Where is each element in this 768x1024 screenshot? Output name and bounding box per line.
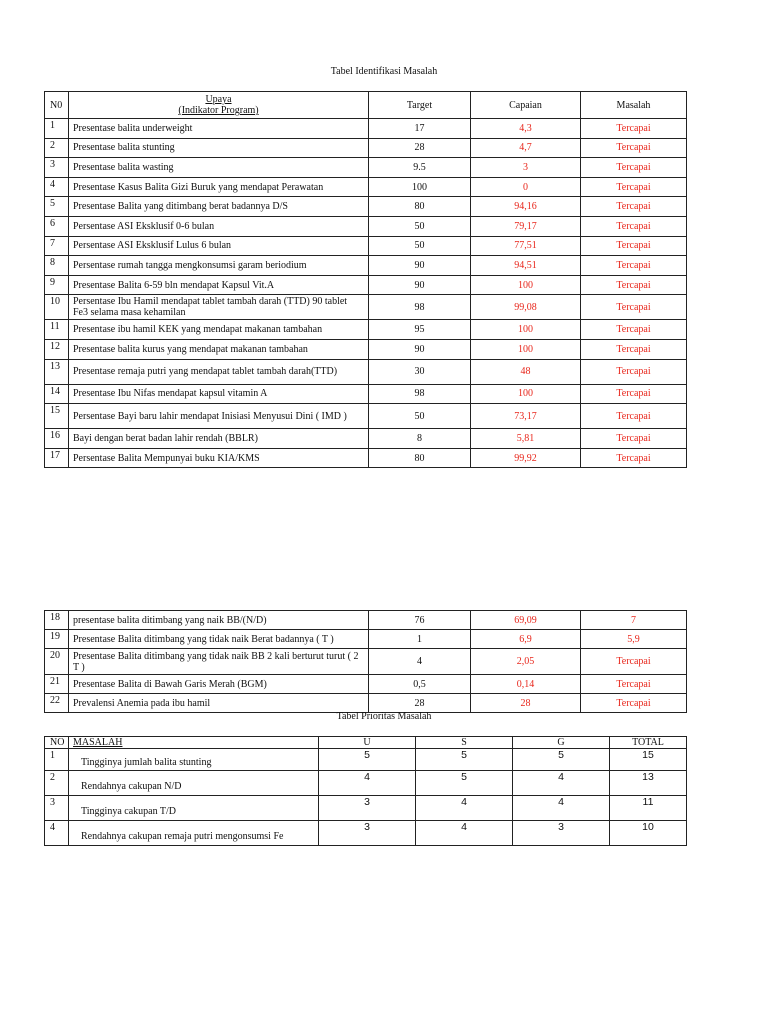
header-upaya	[69, 92, 369, 119]
row-capaian: 99,08	[471, 295, 581, 320]
table-row	[45, 821, 687, 846]
row-capaian: 73,17	[471, 404, 581, 429]
table-row	[45, 138, 687, 158]
table-row	[45, 630, 687, 649]
row-number: 2	[45, 138, 69, 158]
header-g: G	[513, 737, 610, 749]
row-description: presentase balita ditimbang yang naik BB/(N/D)	[69, 611, 369, 630]
row-description: Persentase Bayi baru lahir mendapat Inisiasi Menyusui Dini ( IMD )	[69, 404, 369, 429]
row-target: 50	[369, 216, 471, 236]
row-number: 1	[45, 119, 69, 139]
row-target: 1	[369, 630, 471, 649]
row-capaian: 4,7	[471, 138, 581, 158]
table-row	[45, 694, 687, 713]
row-description: Presentase remaja putri yang mendapat tablet tambah darah(TTD)	[69, 359, 369, 384]
row-target: 95	[369, 320, 471, 340]
row-target: 80	[369, 448, 471, 468]
table-row	[45, 320, 687, 340]
table-row	[45, 429, 687, 449]
table-row	[45, 448, 687, 468]
row-u-score: 5	[319, 749, 416, 771]
row-g-score: 4	[513, 796, 610, 821]
row-target: 28	[369, 694, 471, 713]
row-capaian: 3	[471, 158, 581, 178]
row-capaian: 0,14	[471, 675, 581, 694]
row-capaian: 79,17	[471, 216, 581, 236]
row-description: Presentase Ibu Nifas mendapat kapsul vitamin A	[69, 384, 369, 404]
row-number: 22	[45, 694, 69, 713]
header-no: NO	[45, 737, 69, 749]
table-row	[45, 384, 687, 404]
row-target: 50	[369, 236, 471, 256]
header-no: N0	[45, 92, 69, 119]
row-capaian: 2,05	[471, 649, 581, 675]
row-description: Presentase Balita di Bawah Garis Merah (BGM)	[69, 675, 369, 694]
row-masalah: Tingginya cakupan T/D	[69, 796, 319, 821]
row-masalah: Tercapai	[581, 448, 687, 468]
table-row	[45, 611, 687, 630]
row-g-score: 5	[513, 749, 610, 771]
row-description: Persentase Balita Mempunyai buku KIA/KMS	[69, 448, 369, 468]
table-row	[45, 339, 687, 359]
row-capaian: 6,9	[471, 630, 581, 649]
row-description: Bayi dengan berat badan lahir rendah (BBLR)	[69, 429, 369, 449]
row-capaian: 100	[471, 339, 581, 359]
table-row	[45, 749, 687, 771]
row-target: 90	[369, 275, 471, 295]
row-masalah: 5,9	[581, 630, 687, 649]
row-masalah: Tercapai	[581, 649, 687, 675]
row-masalah: Tercapai	[581, 119, 687, 139]
table-row	[45, 771, 687, 796]
header-s: S	[416, 737, 513, 749]
row-capaian: 0	[471, 177, 581, 197]
row-u-score: 4	[319, 771, 416, 796]
row-capaian: 69,09	[471, 611, 581, 630]
row-total-score: 10	[610, 821, 687, 846]
row-masalah: 7	[581, 611, 687, 630]
row-target: 80	[369, 197, 471, 217]
row-number: 5	[45, 197, 69, 217]
row-description: Presentase balita underweight	[69, 119, 369, 139]
table-row	[45, 158, 687, 178]
row-s-score: 5	[416, 771, 513, 796]
row-number: 8	[45, 256, 69, 276]
row-number: 21	[45, 675, 69, 694]
row-masalah: Tercapai	[581, 320, 687, 340]
header-indikator-label: (Indikator Program)	[178, 105, 259, 116]
row-capaian: 48	[471, 359, 581, 384]
identifikasi-masalah-table	[44, 91, 687, 468]
row-masalah: Tercapai	[581, 694, 687, 713]
table-row	[45, 275, 687, 295]
row-capaian: 100	[471, 320, 581, 340]
row-number: 13	[45, 359, 69, 384]
row-number: 12	[45, 339, 69, 359]
row-target: 0,5	[369, 675, 471, 694]
row-number: 3	[45, 796, 69, 821]
table-row	[45, 236, 687, 256]
row-s-score: 4	[416, 796, 513, 821]
row-masalah: Tercapai	[581, 216, 687, 236]
header-target: Target	[369, 92, 471, 119]
table-row	[45, 796, 687, 821]
row-target: 50	[369, 404, 471, 429]
table-row	[45, 675, 687, 694]
row-target: 98	[369, 295, 471, 320]
row-target: 9.5	[369, 158, 471, 178]
row-masalah: Rendahnya cakupan N/D	[69, 771, 319, 796]
row-target: 98	[369, 384, 471, 404]
row-number: 4	[45, 177, 69, 197]
row-masalah: Tercapai	[581, 384, 687, 404]
identifikasi-masalah-table-continued	[44, 610, 687, 713]
table3-title: Tabel Prioritas Masalah	[336, 711, 432, 722]
row-s-score: 5	[416, 749, 513, 771]
row-masalah: Tercapai	[581, 429, 687, 449]
row-masalah: Tercapai	[581, 275, 687, 295]
row-description: Presentase balita stunting	[69, 138, 369, 158]
table3-header-row	[45, 737, 687, 749]
row-capaian: 28	[471, 694, 581, 713]
table-row	[45, 649, 687, 675]
row-capaian: 99,92	[471, 448, 581, 468]
row-number: 4	[45, 821, 69, 846]
row-masalah: Tercapai	[581, 404, 687, 429]
row-target: 8	[369, 429, 471, 449]
row-u-score: 3	[319, 821, 416, 846]
row-u-score: 3	[319, 796, 416, 821]
row-target: 100	[369, 177, 471, 197]
row-total-score: 15	[610, 749, 687, 771]
row-target: 90	[369, 256, 471, 276]
row-target: 90	[369, 339, 471, 359]
row-capaian: 100	[471, 384, 581, 404]
row-number: 11	[45, 320, 69, 340]
row-number: 18	[45, 611, 69, 630]
row-description: Presentase balita wasting	[69, 158, 369, 178]
table1-header-row	[45, 92, 687, 119]
row-description: Persentase ASI Eksklusif 0-6 bulan	[69, 216, 369, 236]
header-u: U	[319, 737, 416, 749]
row-target: 4	[369, 649, 471, 675]
row-target: 76	[369, 611, 471, 630]
row-total-score: 13	[610, 771, 687, 796]
row-description: Presentase ibu hamil KEK yang mendapat makanan tambahan	[69, 320, 369, 340]
row-description: Presentase balita kurus yang mendapat makanan tambahan	[69, 339, 369, 359]
row-masalah: Tercapai	[581, 197, 687, 217]
row-target: 28	[369, 138, 471, 158]
row-capaian: 5,81	[471, 429, 581, 449]
row-number: 1	[45, 749, 69, 771]
row-masalah: Tercapai	[581, 256, 687, 276]
row-description: Presentase Kasus Balita Gizi Buruk yang mendapat Perawatan	[69, 177, 369, 197]
table-row	[45, 177, 687, 197]
table-row	[45, 197, 687, 217]
row-description: Presentase Balita ditimbang yang tidak naik Berat badannya ( T )	[69, 630, 369, 649]
row-masalah: Tercapai	[581, 675, 687, 694]
row-number: 7	[45, 236, 69, 256]
row-number: 3	[45, 158, 69, 178]
row-masalah: Tercapai	[581, 359, 687, 384]
row-description: Persentase rumah tangga mengkonsumsi garam beriodium	[69, 256, 369, 276]
row-target: 17	[369, 119, 471, 139]
table-row	[45, 256, 687, 276]
row-capaian: 100	[471, 275, 581, 295]
row-target: 30	[369, 359, 471, 384]
row-capaian: 94,51	[471, 256, 581, 276]
row-number: 17	[45, 448, 69, 468]
row-masalah: Tercapai	[581, 339, 687, 359]
row-number: 6	[45, 216, 69, 236]
row-masalah: Tercapai	[581, 177, 687, 197]
row-number: 10	[45, 295, 69, 320]
table-row	[45, 295, 687, 320]
row-number: 2	[45, 771, 69, 796]
row-number: 16	[45, 429, 69, 449]
table-row	[45, 216, 687, 236]
row-capaian: 4,3	[471, 119, 581, 139]
prioritas-masalah-table	[44, 736, 687, 846]
row-number: 9	[45, 275, 69, 295]
row-number: 14	[45, 384, 69, 404]
header-upaya-label: Upaya	[205, 94, 232, 105]
header-total: TOTAL	[610, 737, 687, 749]
header-masalah: MASALAH	[69, 737, 319, 749]
table-row	[45, 404, 687, 429]
header-masalah: Masalah	[581, 92, 687, 119]
table1-title: Tabel Identifikasi Masalah	[330, 66, 438, 77]
row-number: 20	[45, 649, 69, 675]
row-capaian: 94,16	[471, 197, 581, 217]
row-g-score: 4	[513, 771, 610, 796]
row-masalah: Tingginya jumlah balita stunting	[69, 749, 319, 771]
row-description: Presentase Balita 6-59 bln mendapat Kapsul Vit.A	[69, 275, 369, 295]
row-masalah: Tercapai	[581, 295, 687, 320]
row-masalah: Tercapai	[581, 138, 687, 158]
row-description: Persentase Ibu Hamil mendapat tablet tambah darah (TTD) 90 tablet Fe3 selama masa kehamilan	[69, 295, 369, 320]
row-masalah: Rendahnya cakupan remaja putri mengonsumsi Fe	[69, 821, 319, 846]
table-row	[45, 119, 687, 139]
row-capaian: 77,51	[471, 236, 581, 256]
header-capaian: Capaian	[471, 92, 581, 119]
row-number: 19	[45, 630, 69, 649]
row-s-score: 4	[416, 821, 513, 846]
row-g-score: 3	[513, 821, 610, 846]
row-masalah: Tercapai	[581, 236, 687, 256]
row-description: Persentase ASI Eksklusif Lulus 6 bulan	[69, 236, 369, 256]
row-description: Presentase Balita yang ditimbang berat badannya D/S	[69, 197, 369, 217]
row-masalah: Tercapai	[581, 158, 687, 178]
table-row	[45, 359, 687, 384]
row-description: Presentase Balita ditimbang yang tidak naik BB 2 kali berturut turut ( 2 T )	[69, 649, 369, 675]
row-total-score: 11	[610, 796, 687, 821]
row-description: Prevalensi Anemia pada ibu hamil	[69, 694, 369, 713]
row-number: 15	[45, 404, 69, 429]
